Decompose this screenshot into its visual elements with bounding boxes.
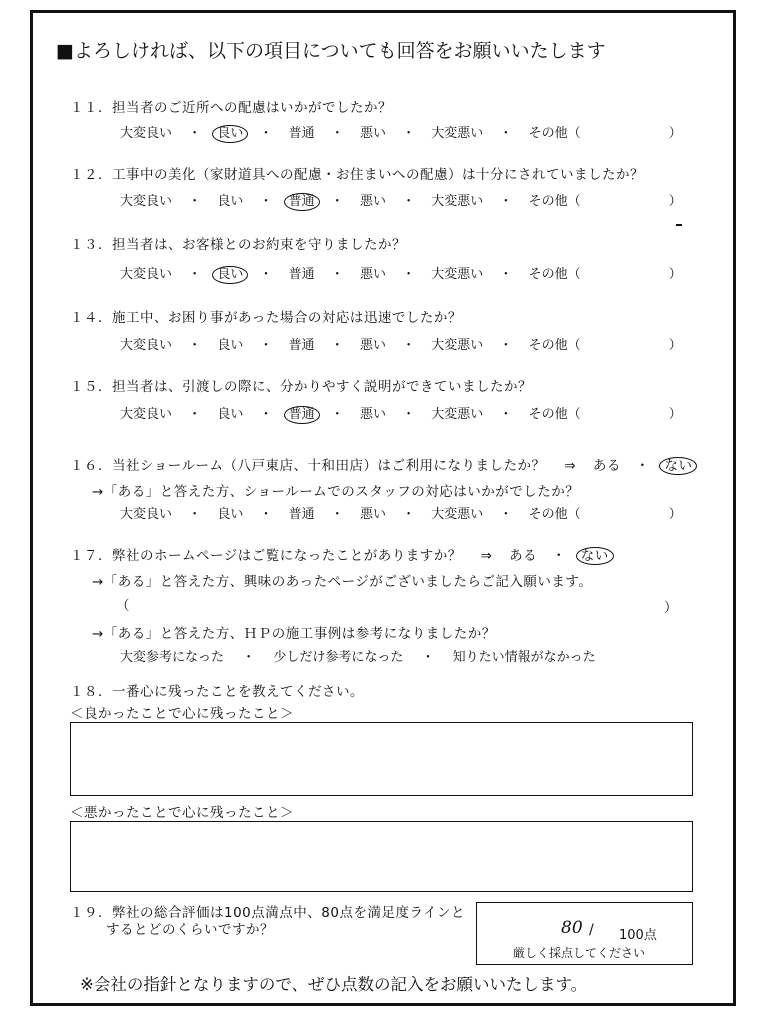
option-very-bad[interactable]: 大変悪い (431, 507, 484, 522)
separator-dot: ・ (421, 650, 435, 665)
option-no-info[interactable]: 知りたい情報がなかった (452, 650, 596, 665)
separator-dot: ・ (330, 338, 344, 353)
option-very-bad[interactable]: 大変悪い (431, 194, 484, 209)
option-average[interactable]: 普通 (288, 267, 315, 282)
option-no-selected[interactable]: ない (659, 457, 697, 475)
question-13-text: １３．担当者は、お客様とのお約束を守りましたか？ (70, 237, 406, 253)
option-bad[interactable]: 悪い (359, 407, 386, 422)
separator-dot: ・ (188, 507, 202, 522)
question-12-options (120, 190, 682, 209)
option-bad[interactable]: 悪い (359, 267, 386, 282)
option-bad[interactable]: 悪い (359, 507, 386, 522)
separator-dot: ・ (330, 407, 344, 422)
other-close-paren: ） (668, 407, 682, 422)
arrow-icon: ⇒ (564, 458, 577, 474)
separator-dot: ・ (402, 126, 416, 141)
separator-dot: ・ (188, 126, 202, 141)
bad-memory-textbox[interactable] (70, 821, 693, 892)
option-no-selected[interactable]: ない (576, 547, 614, 565)
option-good[interactable]: 良い (217, 338, 244, 353)
option-very-helpful[interactable]: 大変参考になった (120, 650, 225, 665)
other-close-paren: ） (668, 507, 682, 522)
score-max: 100点 (619, 928, 657, 943)
option-other[interactable]: その他（ (528, 126, 581, 141)
question-14-text: １４．施工中、お困り事があった場合の対応は迅速でしたか？ (70, 310, 462, 326)
stray-mark (676, 224, 682, 226)
question-13-options (120, 263, 682, 282)
question-11-text: １１．担当者のご近所への配慮はいかがでしたか？ (70, 100, 392, 116)
question-11-options (120, 122, 682, 141)
separator-dot: ・ (259, 126, 273, 141)
separator-dot: ・ (259, 194, 273, 209)
question-12-text: １２．工事中の美化（家財道具への配慮・お住まいへの配慮）は十分にされていましたか？ (70, 167, 644, 183)
option-good-selected[interactable]: 良い (212, 125, 248, 143)
other-close-paren: ） (668, 267, 682, 282)
other-close-paren: ） (668, 338, 682, 353)
separator-dot: ・ (259, 507, 273, 522)
option-average[interactable]: 普通 (288, 126, 315, 141)
option-average-selected[interactable]: 普通 (284, 406, 320, 424)
separator-dot: ・ (242, 650, 256, 665)
separator-dot: ・ (330, 507, 344, 522)
option-somewhat-helpful[interactable]: 少しだけ参考になった (273, 650, 404, 665)
separator-dot: ・ (402, 338, 416, 353)
option-bad[interactable]: 悪い (359, 126, 386, 141)
separator-dot: ・ (188, 407, 202, 422)
option-good[interactable]: 良い (217, 507, 244, 522)
separator-dot: ・ (499, 267, 513, 282)
answer-paren-close: ） (664, 600, 678, 616)
separator-dot: ・ (499, 194, 513, 209)
option-very-bad[interactable]: 大変悪い (431, 267, 484, 282)
separator-dot: ・ (188, 338, 202, 353)
option-average[interactable]: 普通 (288, 338, 315, 353)
option-average[interactable]: 普通 (288, 507, 315, 522)
question-17-options (120, 646, 596, 665)
question-15-text: １５．担当者は、引渡しの際に、分かりやすく説明ができていましたか？ (70, 379, 532, 395)
separator-dot: ・ (402, 507, 416, 522)
option-very-good[interactable]: 大変良い (120, 507, 173, 522)
separator-dot: ・ (551, 548, 566, 564)
separator-dot: ・ (330, 267, 344, 282)
option-very-bad[interactable]: 大変悪い (431, 338, 484, 353)
option-other[interactable]: その他（ (528, 407, 581, 422)
other-close-paren: ） (668, 194, 682, 209)
score-note: 厳しく採点してください (513, 946, 646, 960)
separator-dot: ・ (402, 407, 416, 422)
question-16-followup: →「ある」と答えた方、ショールームでのスタッフの対応はいかがでしたか？ (92, 484, 580, 500)
question-19-line-2: するとどのくらいですか？ (106, 922, 274, 938)
separator-dot: ・ (259, 267, 273, 282)
question-16-row (70, 454, 692, 474)
separator-dot: ・ (499, 126, 513, 141)
bad-memory-label: ＜悪かったことで心に残ったこと＞ (70, 805, 294, 821)
option-very-good[interactable]: 大変良い (120, 126, 173, 141)
separator-dot: ・ (635, 458, 650, 474)
option-very-good[interactable]: 大変良い (120, 267, 173, 282)
separator-dot: ・ (499, 507, 513, 522)
question-14-options (120, 334, 682, 353)
separator-dot: ・ (259, 407, 273, 422)
question-15-options (120, 403, 682, 422)
separator-dot: ・ (330, 126, 344, 141)
option-good[interactable]: 良い (217, 194, 244, 209)
option-yes[interactable]: ある (592, 458, 621, 474)
option-very-bad[interactable]: 大変悪い (431, 126, 484, 141)
separator-dot: ・ (330, 194, 344, 209)
option-good-selected[interactable]: 良い (212, 266, 248, 284)
good-memory-textbox[interactable] (70, 722, 693, 796)
separator-dot: ・ (188, 194, 202, 209)
option-other[interactable]: その他（ (528, 267, 581, 282)
option-very-bad[interactable]: 大変悪い (431, 407, 484, 422)
other-close-paren: ） (668, 126, 682, 141)
question-17-row (70, 544, 609, 564)
question-17-followup-2: →「ある」と答えた方、ＨＰの施工事例は参考になりましたか？ (92, 626, 496, 642)
option-yes[interactable]: ある (509, 548, 538, 564)
option-other[interactable]: その他（ (528, 338, 581, 353)
separator-dot: ・ (402, 267, 416, 282)
footer-note: ※会社の指針となりますので、ぜひ点数の記入をお願いいたします。 (80, 975, 588, 994)
option-other[interactable]: その他（ (528, 507, 581, 522)
arrow-icon: ⇒ (480, 548, 493, 564)
question-18-text: １８．一番心に残ったことを教えてください。 (70, 684, 364, 700)
question-19-line-1: １９．弊社の総合評価は100点満点中、80点を満足度ラインと (70, 905, 466, 921)
question-16-text: １６．当社ショールーム（八戸東店、十和田店）はご利用になりましたか？ (70, 458, 546, 474)
question-17-text: １７．弊社のホームページはご覧になったことがありますか？ (70, 548, 462, 564)
score-value: 80 (561, 918, 583, 938)
option-bad[interactable]: 悪い (359, 194, 386, 209)
option-bad[interactable]: 悪い (359, 338, 386, 353)
answer-paren-open: （ (116, 598, 130, 614)
good-memory-label: ＜良かったことで心に残ったこと＞ (70, 706, 294, 722)
score-box[interactable] (476, 902, 693, 965)
option-very-good[interactable]: 大変良い (120, 194, 173, 209)
question-17-followup-1: →「ある」と答えた方、興味のあったページがございましたらご記入願います。 (92, 574, 593, 590)
option-good[interactable]: 良い (217, 407, 244, 422)
form-heading: ■よろしければ、以下の項目についても回答をお願いいたします (56, 40, 606, 62)
option-very-good[interactable]: 大変良い (120, 338, 173, 353)
score-slash: / (589, 922, 594, 938)
separator-dot: ・ (499, 338, 513, 353)
separator-dot: ・ (188, 267, 202, 282)
separator-dot: ・ (259, 338, 273, 353)
option-very-good[interactable]: 大変良い (120, 407, 173, 422)
option-average-selected[interactable]: 普通 (284, 193, 320, 211)
option-other[interactable]: その他（ (528, 194, 581, 209)
separator-dot: ・ (499, 407, 513, 422)
question-16-options (120, 503, 682, 522)
separator-dot: ・ (402, 194, 416, 209)
